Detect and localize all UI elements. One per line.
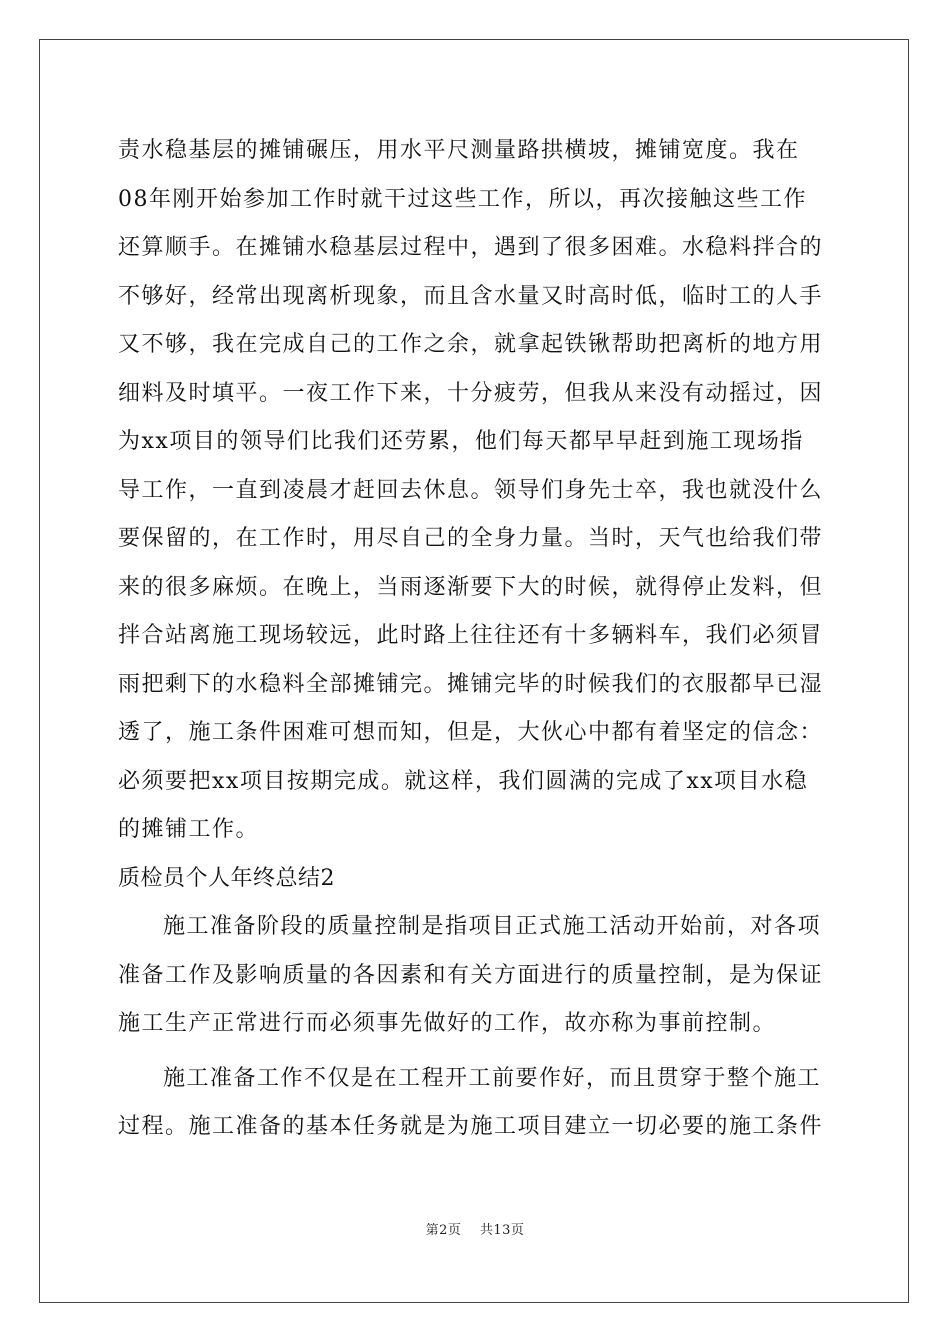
text-line: 细料及时填平。一夜工作下来，十分疲劳，但我从来没有动摇过，因 [118, 380, 824, 406]
text-line: 必须要把xx项目按期完成。就这样，我们圆满的完成了xx项目水稳 [118, 768, 809, 794]
text-line: 过程。施工准备的基本任务就是为施工项目建立一切必要的施工条件 [118, 1114, 824, 1139]
document-body [118, 127, 833, 1152]
section-heading: 质检员个人年终总结2 [118, 865, 335, 891]
paragraph-1 [118, 127, 833, 855]
page-footer [0, 1219, 950, 1238]
paragraph-2 [118, 903, 833, 1049]
paragraph-3 [118, 1055, 833, 1152]
text-line: 透了，施工条件困难可想而知，但是，大伙心中都有着坚定的信念： [118, 720, 824, 745]
text-line: 还算顺手。在摊铺水稳基层过程中，遇到了很多困难。水稳料拌合的 [118, 235, 824, 260]
page-total: 共13页 [479, 1223, 525, 1238]
page-number: 第2页 [425, 1223, 462, 1238]
text-line: 准备工作及影响质量的各因素和有关方面进行的质量控制，是为保证 [118, 962, 824, 988]
text-line: 来的很多麻烦。在晚上，当雨逐渐要下大的时候，就得停止发料，但 [118, 574, 824, 600]
text-line: 又不够，我在完成自己的工作之余，就拿起铁锹帮助把离析的地方用 [118, 332, 824, 357]
text-line: 拌合站离施工现场较远，此时路上往往还有十多辆料车，我们必须冒 [118, 623, 824, 648]
text-line: 要保留的，在工作时，用尽自己的全身力量。当时，天气也给我们带 [118, 526, 824, 551]
text-line: 08年刚开始参加工作时就干过这些工作，所以，再次接触这些工作 [118, 186, 807, 212]
text-line: 施工准备工作不仅是在工程开工前要作好，而且贯穿于整个施工 [163, 1065, 822, 1091]
text-line: 责水稳基层的摊铺碾压，用水平尺测量路拱横坡，摊铺宽度。我在 [118, 138, 800, 163]
text-line: 不够好，经常出现离析现象，而且含水量又时高时低，临时工的人手 [118, 283, 824, 309]
text-line: 施工生产正常进行而必须事先做好的工作，故亦称为事前控制。 [118, 1011, 777, 1036]
text-line: 为xx项目的领导们比我们还劳累，他们每天都早早赶到施工现场指 [118, 429, 804, 454]
text-line: 雨把剩下的水稳料全部摊铺完。摊铺完毕的时候我们的衣服都早已湿 [118, 671, 824, 697]
text-line: 施工准备阶段的质量控制是指项目正式施工活动开始前，对各项 [163, 914, 822, 939]
text-line: 导工作，一直到凌晨才赶回去休息。领导们身先士卒，我也就没什么 [118, 477, 824, 503]
text-line: 的摊铺工作。 [118, 817, 260, 842]
